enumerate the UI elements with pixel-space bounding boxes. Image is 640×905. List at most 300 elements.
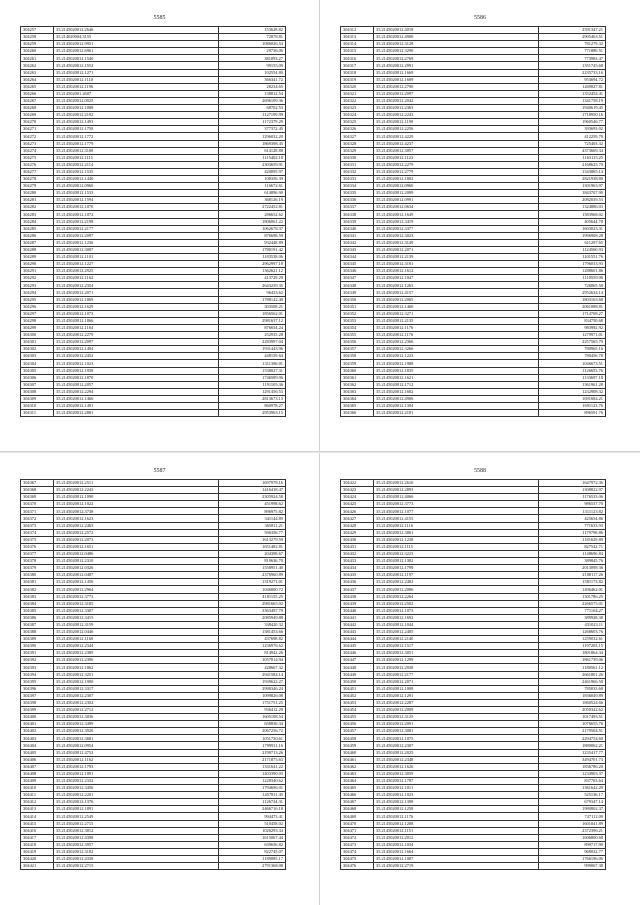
table-row — [341, 211, 606, 218]
row-reference: 35.2145020012.1602 — [374, 388, 539, 395]
row-reference: 35.2145020012.3419 — [374, 218, 539, 225]
row-reference: 35.2145020012.1787 — [374, 777, 539, 784]
table-row — [21, 558, 286, 565]
table-row — [341, 636, 606, 643]
row-reference: 35.214502001.2607 — [54, 90, 219, 97]
row-id: 304426 — [341, 508, 374, 515]
table-row — [21, 90, 286, 97]
row-amount: 1311123.82 — [539, 508, 606, 515]
row-amount: 116672.61 — [219, 183, 286, 190]
row-reference: 35.2145020012.2071 — [374, 246, 539, 253]
row-reference: 35.2145020012.1376 — [54, 799, 219, 806]
row-amount: 994473.41 — [219, 813, 286, 820]
row-reference: 35.2145020012.2097 — [54, 339, 219, 346]
row-reference: 35.2145020012.4018 — [374, 27, 539, 34]
row-reference: 35.2145020012.1866 — [54, 317, 219, 324]
row-id: 304294 — [21, 289, 54, 296]
row-amount: 4373669.34 — [539, 147, 606, 154]
table-row — [341, 572, 606, 579]
row-amount: 1279971.01 — [539, 332, 606, 339]
row-reference: 35.2145020012.1023 — [54, 360, 219, 367]
row-amount: 819636.70 — [219, 558, 286, 565]
row-reference: 35.2145020012.4237 — [374, 140, 539, 147]
row-id: 304363 — [341, 388, 374, 395]
row-amount: 2108117.26 — [539, 572, 606, 579]
table-row — [341, 806, 606, 813]
row-reference: 35.2145020012.4155 — [374, 515, 539, 522]
row-id: 304436 — [341, 579, 374, 586]
table-row — [341, 841, 606, 848]
row-amount: 1697978.16 — [219, 480, 286, 487]
row-id: 304420 — [21, 855, 54, 862]
table-row — [21, 643, 286, 650]
row-amount: 2235733.16 — [539, 69, 606, 76]
row-amount: 1796033.93 — [539, 261, 606, 268]
row-reference: 35.2145020012.3185 — [54, 600, 219, 607]
row-reference: 35.2145020012.3059 — [374, 770, 539, 777]
row-id: 304423 — [341, 487, 374, 494]
table-row — [21, 714, 286, 721]
row-amount: 1234903.37 — [539, 770, 606, 777]
row-reference: 35.2145020012.1176 — [374, 332, 539, 339]
row-reference: 35.2145020012.1517 — [374, 643, 539, 650]
row-reference: 35.2145020012.1110 — [54, 76, 219, 83]
data-table — [340, 479, 606, 870]
row-reference: 35.2145020012.1073 — [54, 310, 219, 317]
row-reference: 35.2145020012.1302 — [374, 558, 539, 565]
row-amount: 1099826.08 — [219, 692, 286, 699]
row-amount: 2813673.13 — [219, 395, 286, 402]
row-id: 304415 — [21, 820, 54, 827]
table-row — [341, 346, 606, 353]
row-amount: 377372.45 — [219, 126, 286, 133]
table-row — [341, 218, 606, 225]
row-reference: 35.2145020012.2287 — [374, 699, 539, 706]
row-amount: 896975.82 — [219, 508, 286, 515]
row-reference: 35.2145020012.1664 — [374, 848, 539, 855]
row-amount: 1076655.76 — [539, 721, 606, 728]
row-id: 304276 — [21, 161, 54, 168]
row-reference: 35.2145020012.2719 — [374, 863, 539, 870]
row-amount: 1301963.97 — [539, 183, 606, 190]
row-amount: 1751751.25 — [219, 699, 286, 706]
table-row — [341, 275, 606, 282]
table-row — [341, 550, 606, 557]
row-id: 304340 — [341, 225, 374, 232]
table-row — [341, 282, 606, 289]
row-id: 304259 — [21, 41, 54, 48]
row-id: 304302 — [21, 346, 54, 353]
row-amount: 1232908.32 — [539, 388, 606, 395]
row-amount: 1647972.36 — [539, 480, 606, 487]
row-amount: 2905463.51 — [539, 34, 606, 41]
row-id: 304282 — [21, 204, 54, 211]
row-amount: 679347.14 — [539, 799, 606, 806]
row-id: 304325 — [341, 119, 374, 126]
row-id: 304394 — [21, 671, 54, 678]
table-row — [21, 254, 286, 261]
row-reference: 35.2145020012.2042 — [374, 97, 539, 104]
row-id: 304301 — [21, 339, 54, 346]
table-row — [21, 579, 286, 586]
table-row — [341, 515, 606, 522]
row-id: 304313 — [341, 34, 374, 41]
row-reference: 35.2145020012.1802 — [374, 175, 539, 182]
row-amount: 68702.53 — [219, 105, 286, 112]
row-amount: 983992.92 — [539, 324, 606, 331]
table-row — [21, 841, 286, 848]
row-reference: 35.2145020012.2511 — [54, 480, 219, 487]
row-amount: 2696109.36 — [219, 97, 286, 104]
row-amount: 1403390.03 — [219, 770, 286, 777]
table-row — [21, 55, 286, 62]
document-page-2 — [320, 0, 640, 452]
row-reference: 35.2145020012.1075 — [374, 735, 539, 742]
row-reference: 35.2145020012.2139 — [374, 254, 539, 261]
table-row — [341, 410, 606, 417]
row-id: 304449 — [341, 671, 374, 678]
row-id: 304435 — [341, 572, 374, 579]
row-amount: 1308822.97 — [539, 487, 606, 494]
row-reference: 35.2145020012.1491 — [54, 402, 219, 409]
row-reference: 35.2145020012.1072 — [54, 211, 219, 218]
row-amount: 932448.89 — [219, 239, 286, 246]
page-number: 5585 — [153, 15, 166, 21]
table-row — [21, 126, 286, 133]
table-row — [21, 147, 286, 154]
row-id: 304467 — [341, 799, 374, 806]
table-row — [21, 777, 286, 784]
row-id: 304402 — [21, 728, 54, 735]
row-reference: 35.2145020012.2348 — [374, 756, 539, 763]
row-id: 304359 — [341, 360, 374, 367]
table-row — [21, 749, 286, 756]
table-row — [341, 225, 606, 232]
table-row — [21, 565, 286, 572]
row-reference: 35.2145020012.3081 — [374, 728, 539, 735]
table-row — [21, 190, 286, 197]
row-amount: 2591347.21 — [539, 27, 606, 34]
table-row — [21, 785, 286, 792]
row-reference: 35.2145020012.1088 — [54, 105, 219, 112]
row-reference: 35.2145020012.2294 — [54, 388, 219, 395]
row-reference: 35.2145020012.2302 — [54, 699, 219, 706]
row-id: 304386 — [21, 614, 54, 621]
row-amount: 2085949.88 — [219, 614, 286, 621]
row-amount: 725403.32 — [539, 140, 606, 147]
table-row — [21, 197, 286, 204]
table-row — [21, 246, 286, 253]
row-reference: 35.2145020012.3182 — [54, 848, 219, 855]
row-id: 304400 — [21, 714, 54, 721]
row-reference: 35.2145020012.3051 — [374, 650, 539, 657]
table-row — [21, 374, 286, 381]
row-id: 304268 — [21, 105, 54, 112]
row-id: 304378 — [21, 558, 54, 565]
row-reference: 35.2145020012.2243 — [374, 112, 539, 119]
table-row — [21, 827, 286, 834]
row-reference: 35.2145020012.0960 — [374, 183, 539, 190]
table-row — [341, 353, 606, 360]
row-reference: 35.2145020012.2177 — [374, 671, 539, 678]
table-row — [341, 97, 606, 104]
row-reference: 35.2145020012.1493 — [54, 119, 219, 126]
table-row — [341, 834, 606, 841]
table-row — [21, 494, 286, 501]
table-row — [341, 586, 606, 593]
row-id: 304416 — [21, 827, 54, 834]
row-id: 304358 — [341, 353, 374, 360]
row-amount: 341144.89 — [219, 515, 286, 522]
row-amount: 102554.80 — [219, 69, 286, 76]
table-row — [21, 586, 286, 593]
page-number: 5588 — [474, 468, 486, 474]
row-reference: 35.2145020012.1190 — [374, 119, 539, 126]
row-reference: 35.2145020012.2389 — [54, 650, 219, 657]
row-amount: 1268603.76 — [539, 628, 606, 635]
row-amount: 389928.38 — [539, 614, 606, 621]
row-amount: 393693.02 — [539, 126, 606, 133]
table-row — [341, 48, 606, 55]
row-id: 304278 — [21, 175, 54, 182]
table-row — [21, 367, 286, 374]
table-row — [21, 303, 286, 310]
row-amount: 1062678.37 — [219, 225, 286, 232]
table-row — [341, 785, 606, 792]
row-amount: 2461966.50 — [539, 678, 606, 685]
row-reference: 35.2145020012.2779 — [374, 168, 539, 175]
row-reference: 35.2145020012.3499 — [54, 721, 219, 728]
row-id: 304285 — [21, 225, 54, 232]
row-amount: 1291456.53 — [219, 388, 286, 395]
row-id: 304271 — [21, 126, 54, 133]
table-row — [341, 339, 606, 346]
table-row — [341, 799, 606, 806]
table-row — [341, 105, 606, 112]
row-id: 304417 — [21, 834, 54, 841]
row-reference: 35.2145020012.3181 — [374, 261, 539, 268]
table-row — [21, 76, 286, 83]
row-amount: 2372396.21 — [539, 827, 606, 834]
table-row — [21, 770, 286, 777]
row-reference: 35.2145020012.1115 — [374, 543, 539, 550]
table-row — [341, 402, 606, 409]
row-reference: 35.2145020012.1271 — [54, 69, 219, 76]
row-amount: 876698.59 — [219, 232, 286, 239]
row-id: 304338 — [341, 211, 374, 218]
row-amount: 785033.68 — [539, 685, 606, 692]
row-reference: 35.2145020012.3266 — [374, 346, 539, 353]
row-id: 304333 — [341, 175, 374, 182]
row-amount: 658836.34 — [219, 721, 286, 728]
row-reference: 35.2145020012.4752 — [54, 749, 219, 756]
table-row — [341, 27, 606, 34]
row-id: 304326 — [341, 126, 374, 133]
row-reference: 35.2145020012.1552 — [54, 62, 219, 69]
row-reference: 35.2145020012.1626 — [374, 763, 539, 770]
row-reference: 35.2145020012.3007 — [54, 246, 219, 253]
row-id: 304295 — [21, 296, 54, 303]
table-row — [341, 83, 606, 90]
row-amount: 1603023.31 — [539, 225, 606, 232]
row-reference: 35.2145020012.1008 — [374, 685, 539, 692]
row-amount: 1605108.54 — [219, 714, 286, 721]
row-id: 304296 — [21, 303, 54, 310]
row-reference: 35.2145020012.1779 — [54, 140, 219, 147]
row-amount: 448159.64 — [219, 353, 286, 360]
row-reference: 35.2145020012.4229 — [374, 133, 539, 140]
row-id: 304366 — [341, 410, 374, 417]
row-id: 304347 — [341, 275, 374, 282]
row-amount: 2981637.12 — [219, 317, 286, 324]
row-reference: 35.2145020012.0991 — [374, 197, 539, 204]
table-row — [21, 515, 286, 522]
row-reference: 35.2145020012.1772 — [54, 133, 219, 140]
row-amount: 726865.58 — [539, 282, 606, 289]
table-row — [341, 34, 606, 41]
row-reference: 35.2145020012.1208 — [374, 820, 539, 827]
row-id: 304318 — [341, 69, 374, 76]
row-id: 304461 — [341, 756, 374, 763]
table-row — [21, 161, 286, 168]
row-id: 304348 — [341, 282, 374, 289]
row-reference: 35.2145020012.3036 — [54, 714, 219, 721]
row-reference: 35.2145020012.3149 — [374, 239, 539, 246]
row-id: 304474 — [341, 848, 374, 855]
row-id: 304389 — [21, 636, 54, 643]
row-id: 304425 — [341, 501, 374, 508]
data-table — [340, 26, 606, 417]
row-reference: 35.2145020012.1466 — [54, 395, 219, 402]
row-reference: 35.2145020012.2396 — [54, 657, 219, 664]
row-amount: 814942.26 — [219, 650, 286, 657]
row-reference: 35.214020004.3155 — [54, 34, 219, 41]
row-amount: 428667.32 — [219, 664, 286, 671]
row-id: 304270 — [21, 119, 54, 126]
row-reference: 35.2145020012.3812 — [54, 827, 219, 834]
table-row — [341, 657, 606, 664]
row-id: 304346 — [341, 268, 374, 275]
row-id: 304390 — [21, 643, 54, 650]
row-amount: 953694.72 — [539, 76, 606, 83]
row-amount: 1288601.86 — [539, 268, 606, 275]
table-row — [21, 296, 286, 303]
row-reference: 35.2145020012.2881 — [54, 410, 219, 417]
table-row — [341, 161, 606, 168]
row-amount: 1799911.16 — [219, 742, 286, 749]
table-row — [21, 628, 286, 635]
row-reference: 35.2145020012.3681 — [54, 735, 219, 742]
row-reference: 35.2145020012.1835 — [374, 367, 539, 374]
table-row — [21, 600, 286, 607]
row-amount: 999067.38 — [539, 863, 606, 870]
row-reference: 35.2145020012.1891 — [54, 806, 219, 813]
row-id: 304339 — [341, 218, 374, 225]
row-reference: 35.2145020012.2192 — [54, 112, 219, 119]
table-row — [21, 133, 286, 140]
row-id: 304342 — [341, 239, 374, 246]
row-amount: 3363497.79 — [219, 607, 286, 614]
row-reference: 35.2145020012.2009 — [374, 707, 539, 714]
row-reference: 35.2145020012.1394 — [374, 402, 539, 409]
row-amount: 1940619.45 — [539, 105, 606, 112]
row-reference: 35.2145020012.1238 — [374, 536, 539, 543]
row-reference: 35.2145020012.2071 — [374, 678, 539, 685]
row-amount: 1351745.68 — [539, 62, 606, 69]
table-row — [341, 197, 606, 204]
row-id: 304411 — [21, 792, 54, 799]
row-amount: 1606800.68 — [539, 834, 606, 841]
row-amount: 286652.62 — [219, 211, 286, 218]
row-reference: 35.2145020012.1793 — [54, 763, 219, 770]
row-id: 304266 — [21, 90, 54, 97]
row-id: 304274 — [21, 147, 54, 154]
table-row — [21, 388, 286, 395]
row-amount: 1057814.94 — [219, 657, 286, 664]
row-reference: 35.2145020012.1115 — [54, 154, 219, 161]
row-amount: 1691684.21 — [539, 395, 606, 402]
table-row — [21, 346, 286, 353]
row-amount: 896591.76 — [539, 410, 606, 417]
row-id: 304446 — [341, 650, 374, 657]
row-id: 304442 — [341, 621, 374, 628]
row-amount: 29736.06 — [219, 48, 286, 55]
row-reference: 35.2145020012.2140 — [374, 636, 539, 643]
row-reference: 35.2145020012.3377 — [374, 225, 539, 232]
row-reference: 35.2145020012.2279 — [374, 161, 539, 168]
row-amount: 2266575.01 — [539, 600, 606, 607]
table-row — [21, 522, 286, 529]
row-id: 304448 — [341, 664, 374, 671]
row-id: 304341 — [341, 232, 374, 239]
row-reference: 35.2145020012.1712 — [374, 381, 539, 388]
table-row — [341, 374, 606, 381]
table-row — [21, 721, 286, 728]
table-row — [21, 657, 286, 664]
row-reference: 35.2145020012.2715 — [54, 863, 219, 870]
row-id: 304397 — [21, 692, 54, 699]
row-reference: 35.2145020012.1176 — [374, 813, 539, 820]
row-amount: 1583968.02 — [539, 211, 606, 218]
table-row — [341, 714, 606, 721]
row-id: 304257 — [21, 27, 54, 34]
row-amount: 153628.82 — [219, 27, 286, 34]
row-reference: 35.2145020012.0446 — [54, 628, 219, 635]
table-row — [341, 522, 606, 529]
row-id: 304476 — [341, 863, 374, 870]
row-amount: 1189085.17 — [219, 855, 286, 862]
row-amount: 437698.82 — [219, 636, 286, 643]
table-row — [21, 572, 286, 579]
row-amount: 1939622.27 — [219, 678, 286, 685]
row-amount: 365811.21 — [219, 522, 286, 529]
table-row — [341, 579, 606, 586]
table-row — [21, 671, 286, 678]
table-row — [341, 543, 606, 550]
table-row — [21, 487, 286, 494]
row-reference: 35.2145020012.0960 — [54, 183, 219, 190]
row-amount: 1843707.90 — [539, 190, 606, 197]
table-row — [341, 190, 606, 197]
row-amount: 1960546.77 — [539, 119, 606, 126]
table-row — [21, 728, 286, 735]
table-row — [341, 855, 606, 862]
table-row — [341, 742, 606, 749]
row-id: 304437 — [341, 586, 374, 593]
table-row — [341, 395, 606, 402]
row-id: 304321 — [341, 90, 374, 97]
row-id: 304297 — [21, 310, 54, 317]
